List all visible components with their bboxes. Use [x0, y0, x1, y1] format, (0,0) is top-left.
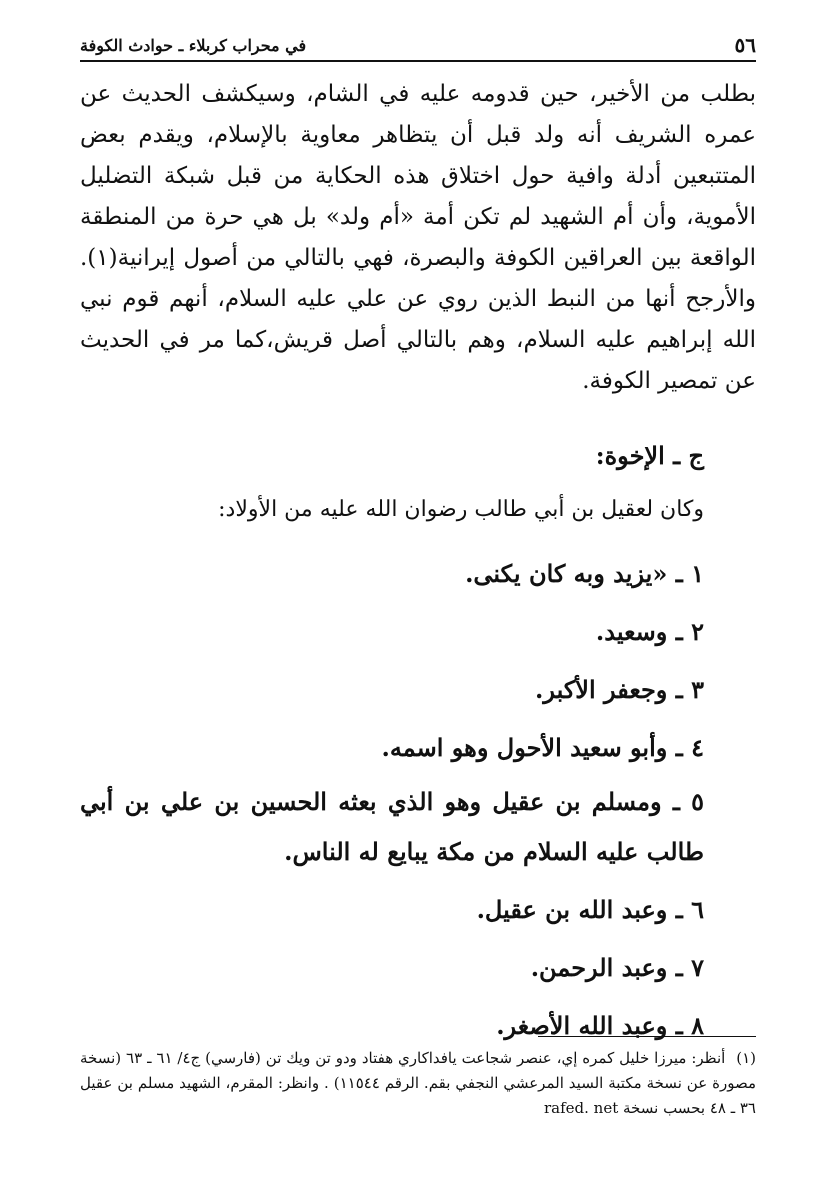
- main-paragraph: بطلب من الأخير، حين قدومه عليه في الشام، وسيكشف الحديث عن عمره الشريف أنه ولد قبل أن يتظاهر معاوية بالإسلام، ويقدم بعض المتتبعين أدلة وافية حول اختلاق هذه الحكاية من قبل شبكة التضليل الأموية، وأن أم الشهيد لم تكن أمة «أم ولد» بل هي حرة من المنطقة الواقعة بين العراقين الكوفة والبصرة، فهي بالتالي من أصول إيرانية(١). والأرجح أنها من النبط الذين روي عن علي عليه السلام، أنهم قوم نبي الله إبراهيم عليه السلام، وهم بالتالي أصل قريش،كما مر في الحديث عن تمصير الكوفة.: [80, 81, 756, 394]
- footnote-number: (١): [736, 1049, 756, 1067]
- children-list: [80, 545, 756, 1055]
- list-item: ٨ ـ وعبد الله الأصغر.: [496, 1011, 704, 1040]
- list-item: ٣ ـ وجعفر الأكبر.: [535, 675, 704, 704]
- section-intro: وكان لعقيل بن أبي طالب رضوان الله عليه من الأولاد:: [218, 497, 704, 522]
- section-title: ج ـ الإخوة:: [595, 441, 704, 470]
- footnote-text: أنظر: ميرزا خليل كمره إي، عنصر شجاعت يافداكاري هفتاد ودو تن ويك تن (فارسي) ج٤/ ٦١ ـ ٦٣ (نسخة مصورة عن نسخة مكتبة السيد المرعشي النجفي بقم. الرقم ١١٥٤٤) . وانظر: المقرم، الشهيد مسلم بن عقيل ٣٦ ـ ٤٨ بحسب نسخة rafed. net: [80, 1049, 756, 1117]
- list-item: ١ ـ «يزيد وبه كان يكنى.: [465, 559, 704, 588]
- list-item: ٢ ـ وسعيد.: [595, 617, 704, 646]
- main-paragraph-block: [80, 74, 756, 402]
- list-item: ٦ ـ وعبد الله بن عقيل.: [476, 895, 704, 924]
- footnote: [80, 1046, 756, 1121]
- list-item: ٧ ـ وعبد الرحمن.: [530, 953, 704, 982]
- page-number: ٥٦: [734, 33, 756, 57]
- list-item: ٤ ـ وأبو سعيد الأحول وهو اسمه.: [381, 733, 704, 762]
- list-item: ٥ ـ ومسلم بن عقيل وهو الذي بعثه الحسين بن علي بن أبي طالب عليه السلام من مكة يبايع له الناس.: [80, 787, 704, 866]
- footnote-divider: [538, 1036, 756, 1037]
- page-header: [80, 30, 756, 62]
- running-title: في محراب كربلاء ـ حوادث الكوفة: [80, 35, 307, 55]
